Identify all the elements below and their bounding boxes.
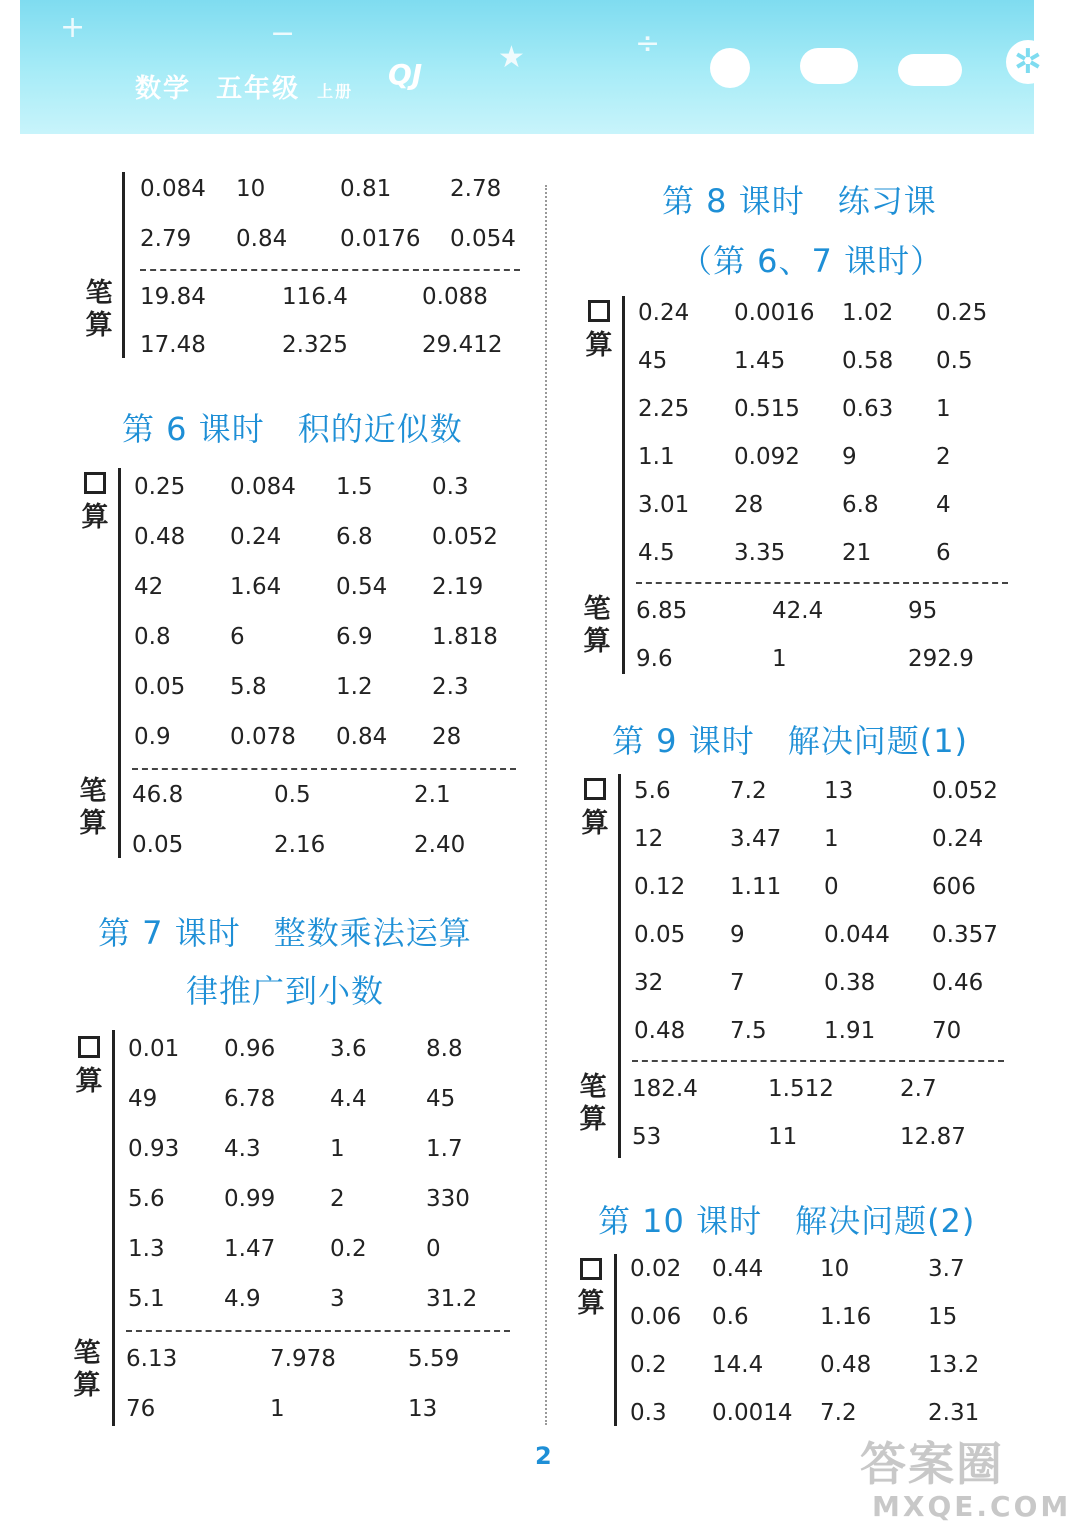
answer-value: 7 — [730, 970, 745, 996]
answer-value: 0.6 — [712, 1304, 749, 1330]
dashed-separator — [632, 1060, 1004, 1062]
answer-value: 1.1 — [638, 444, 675, 470]
oral-box-icon — [580, 1258, 602, 1280]
answer-value: 116.4 — [282, 284, 348, 310]
oral-row — [634, 826, 1004, 866]
answer-value: 5.6 — [128, 1186, 165, 1212]
answer-value: 14.4 — [712, 1352, 764, 1378]
oral-label: 算 — [576, 1256, 606, 1320]
oral-row — [634, 1018, 1004, 1058]
answer-value: 2 — [936, 444, 951, 470]
answer-value: 12.87 — [900, 1124, 966, 1150]
volume-label: 上册 — [317, 82, 354, 101]
answer-value: 3 — [330, 1286, 345, 1312]
answer-value: 2.79 — [140, 226, 192, 252]
bracket-line — [618, 774, 621, 1158]
answer-value: 5.1 — [128, 1286, 165, 1312]
answer-value: 8.8 — [426, 1036, 463, 1062]
answer-value: 606 — [932, 874, 976, 900]
oral-row — [134, 574, 514, 614]
answer-value: 0.3 — [630, 1400, 667, 1426]
answer-value: 0.052 — [432, 524, 498, 550]
oral-row — [634, 778, 1004, 818]
answer-value: 7.2 — [730, 778, 767, 804]
answer-value: 0.0014 — [712, 1400, 793, 1426]
divide-decoration-icon: ÷ — [635, 26, 661, 61]
answer-value: 2 — [330, 1186, 345, 1212]
bracket-line — [112, 1030, 115, 1426]
written-row — [132, 832, 512, 872]
answer-value: 1 — [824, 826, 839, 852]
answer-value: 0 — [426, 1236, 441, 1262]
answer-value: 13 — [408, 1396, 438, 1422]
answer-value: 1.64 — [230, 574, 282, 600]
answer-value: 292.9 — [908, 646, 974, 672]
answer-value: 0.8 — [134, 624, 171, 650]
answer-value: 6 — [936, 540, 951, 566]
answer-value: 0.12 — [634, 874, 686, 900]
answer-value: 12 — [634, 826, 664, 852]
answer-value: 21 — [842, 540, 872, 566]
answer-value: 1 — [772, 646, 787, 672]
oral-box-icon — [588, 300, 610, 322]
answer-value: 0.084 — [230, 474, 296, 500]
answer-value: 32 — [634, 970, 664, 996]
answer-value: 0.44 — [712, 1256, 764, 1282]
snowflake-icon: ✲ — [1006, 40, 1050, 84]
answer-value: 0.93 — [128, 1136, 180, 1162]
answer-value: 1.45 — [734, 348, 786, 374]
answer-value: 5.6 — [634, 778, 671, 804]
answer-value: 1.512 — [768, 1076, 834, 1102]
cloud-icon — [800, 48, 858, 84]
answer-value: 0.052 — [932, 778, 998, 804]
oral-label: 算 — [580, 776, 610, 840]
oral-row — [128, 1086, 508, 1126]
answer-value: 1.02 — [842, 300, 894, 326]
answer-value: 0.054 — [450, 226, 516, 252]
minus-decoration-icon: − — [270, 16, 296, 51]
answer-value: 0.01 — [128, 1036, 180, 1062]
answer-value: 0.84 — [236, 226, 288, 252]
answer-value: 19.84 — [140, 284, 206, 310]
answer-value: 2.19 — [432, 574, 484, 600]
star-decoration-icon: ★ — [498, 40, 525, 75]
written-row — [636, 646, 1006, 686]
oral-row — [638, 492, 1008, 532]
answer-value: 10 — [820, 1256, 850, 1282]
answer-value: 0.25 — [936, 300, 988, 326]
bracket-line — [122, 172, 125, 358]
answer-value: 0.05 — [134, 674, 186, 700]
answer-value: 42.4 — [772, 598, 824, 624]
written-label: 笔 算 — [85, 278, 113, 341]
oral-row — [638, 396, 1008, 436]
answer-value: 6 — [230, 624, 245, 650]
answer-value: 1 — [936, 396, 951, 422]
written-row — [126, 1396, 506, 1436]
bracket-line — [614, 1254, 617, 1426]
answer-value: 0.48 — [634, 1018, 686, 1044]
oral-row — [134, 674, 514, 714]
written-label: 笔 算 — [579, 1072, 607, 1135]
lesson-9-answers — [618, 774, 1008, 1158]
answer-value: 330 — [426, 1186, 470, 1212]
answer-value: 1 — [330, 1136, 345, 1162]
oral-row — [140, 226, 520, 266]
watermark-logo: 答案圈 — [860, 1437, 1004, 1491]
answer-value: 4 — [936, 492, 951, 518]
written-label: 笔 算 — [79, 776, 107, 839]
answer-value: 0.9 — [134, 724, 171, 750]
dashed-separator — [126, 1330, 510, 1332]
answer-value: 28 — [432, 724, 462, 750]
written-row — [132, 782, 512, 822]
answer-value: 0.54 — [336, 574, 388, 600]
lesson-7-title: 第 7 课时 整数乘法运算 — [98, 914, 472, 952]
answer-value: 95 — [908, 598, 938, 624]
answer-value: 0.078 — [230, 724, 296, 750]
answer-value: 0.25 — [134, 474, 186, 500]
answer-value: 2.3 — [432, 674, 469, 700]
answer-value: 9 — [842, 444, 857, 470]
answer-value: 182.4 — [632, 1076, 698, 1102]
oral-row — [140, 176, 520, 216]
answer-value: 2.7 — [900, 1076, 937, 1102]
answer-value: 0.24 — [230, 524, 282, 550]
answer-value: 0.357 — [932, 922, 998, 948]
answer-value: 0.2 — [630, 1352, 667, 1378]
answer-value: 0.5 — [274, 782, 311, 808]
answer-value: 11 — [768, 1124, 798, 1150]
answer-value: 17.48 — [140, 332, 206, 358]
lesson-10-answers — [614, 1254, 1008, 1426]
answer-value: 15 — [928, 1304, 958, 1330]
answer-value: 0.02 — [630, 1256, 682, 1282]
oral-row — [638, 444, 1008, 484]
answer-value: 3.01 — [638, 492, 690, 518]
answer-value: 0 — [824, 874, 839, 900]
answer-value: 1.91 — [824, 1018, 876, 1044]
oral-row — [630, 1352, 1004, 1392]
answer-value: 0.06 — [630, 1304, 682, 1330]
answer-value: 2.40 — [414, 832, 466, 858]
oral-row — [134, 474, 514, 514]
answer-value: 2.16 — [274, 832, 326, 858]
answer-value: 0.515 — [734, 396, 800, 422]
answer-value: 0.58 — [842, 348, 894, 374]
answer-value: 6.9 — [336, 624, 373, 650]
answer-value: 7.2 — [820, 1400, 857, 1426]
oral-row — [630, 1304, 1004, 1344]
answer-value: 0.38 — [824, 970, 876, 996]
answer-value: 46.8 — [132, 782, 184, 808]
answer-value: 1.16 — [820, 1304, 872, 1330]
lesson-8-subtitle: （第 6、7 课时） — [680, 242, 944, 280]
oral-row — [134, 624, 514, 664]
page-number: 2 — [535, 1442, 552, 1470]
answer-value: 2.78 — [450, 176, 502, 202]
oral-row — [128, 1236, 508, 1276]
oral-box-icon — [78, 1036, 100, 1058]
dashed-separator — [636, 582, 1008, 584]
answer-value: 7.978 — [270, 1346, 336, 1372]
grade-label: 五年级 — [216, 74, 301, 104]
written-row — [126, 1346, 506, 1386]
answer-value: 76 — [126, 1396, 156, 1422]
answer-value: 6.8 — [336, 524, 373, 550]
answer-value: 0.084 — [140, 176, 206, 202]
bracket-line — [622, 296, 625, 674]
dashed-separator — [132, 768, 516, 770]
answer-value: 3.47 — [730, 826, 782, 852]
lesson-7-title-line2: 律推广到小数 — [186, 972, 385, 1010]
written-label: 笔 算 — [583, 594, 611, 657]
answer-value: 4.4 — [330, 1086, 367, 1112]
answer-value: 4.5 — [638, 540, 675, 566]
answer-value: 0.24 — [638, 300, 690, 326]
answer-value: 0.96 — [224, 1036, 276, 1062]
answer-value: 0.2 — [330, 1236, 367, 1262]
oral-label: 算 — [74, 1034, 104, 1098]
oral-label: 算 — [584, 298, 614, 362]
written-label: 笔 算 — [73, 1338, 101, 1401]
oral-row — [630, 1256, 1004, 1296]
answer-value: 45 — [638, 348, 668, 374]
answer-value: 10 — [236, 176, 266, 202]
cloud-icon — [898, 54, 962, 86]
answer-value: 0.092 — [734, 444, 800, 470]
answer-value: 13 — [824, 778, 854, 804]
answer-value: 9.6 — [636, 646, 673, 672]
answer-value: 13.2 — [928, 1352, 980, 1378]
answer-value: 0.3 — [432, 474, 469, 500]
answer-value: 70 — [932, 1018, 962, 1044]
answer-value: 7.5 — [730, 1018, 767, 1044]
answer-value: 0.05 — [132, 832, 184, 858]
written-row — [632, 1124, 1002, 1164]
answer-value: 28 — [734, 492, 764, 518]
oral-row — [128, 1286, 508, 1326]
answer-value: 29.412 — [422, 332, 503, 358]
sun-icon — [710, 48, 750, 88]
oral-row — [634, 970, 1004, 1010]
oral-row — [128, 1186, 508, 1226]
answer-value: 1 — [270, 1396, 285, 1422]
answer-value: 3.35 — [734, 540, 786, 566]
answer-block-continued — [122, 172, 522, 358]
answer-value: 42 — [134, 574, 164, 600]
answer-value: 4.9 — [224, 1286, 261, 1312]
lesson-8-answers — [622, 296, 1012, 674]
answer-value: 0.0176 — [340, 226, 421, 252]
answer-value: 3.7 — [928, 1256, 965, 1282]
plus-decoration-icon: + — [60, 10, 86, 45]
answer-value: 31.2 — [426, 1286, 478, 1312]
oral-row — [634, 922, 1004, 962]
oral-row — [638, 348, 1008, 388]
answer-value: 49 — [128, 1086, 158, 1112]
oral-label: 算 — [80, 470, 110, 534]
oral-row — [134, 524, 514, 564]
answer-value: 0.24 — [932, 826, 984, 852]
answer-value: 6.78 — [224, 1086, 276, 1112]
lesson-6-title: 第 6 课时 积的近似数 — [122, 410, 463, 448]
lesson-7-answers — [112, 1030, 512, 1426]
answer-value: 4.3 — [224, 1136, 261, 1162]
answer-value: 1.7 — [426, 1136, 463, 1162]
answer-value: 1.11 — [730, 874, 782, 900]
answer-value: 5.8 — [230, 674, 267, 700]
answer-value: 0.48 — [134, 524, 186, 550]
answer-value: 6.85 — [636, 598, 688, 624]
oral-box-icon — [584, 778, 606, 800]
answer-value: 53 — [632, 1124, 662, 1150]
oral-row — [638, 300, 1008, 340]
written-row — [140, 332, 520, 372]
answer-value: 1.3 — [128, 1236, 165, 1262]
lesson-6-answers — [118, 468, 518, 858]
bracket-line — [118, 468, 121, 858]
answer-value: 45 — [426, 1086, 456, 1112]
answer-value: 2.25 — [638, 396, 690, 422]
dashed-separator — [140, 269, 520, 271]
answer-value: 0.81 — [340, 176, 392, 202]
answer-value: 5.59 — [408, 1346, 460, 1372]
header-banner — [20, 0, 1043, 134]
answer-value: 0.84 — [336, 724, 388, 750]
oral-row — [128, 1036, 508, 1076]
oral-row — [128, 1136, 508, 1176]
column-divider — [545, 185, 547, 1425]
subject-label: 数学 — [135, 74, 192, 104]
watermark-url: MXQE.COM — [872, 1490, 1071, 1523]
answer-value: 0.5 — [936, 348, 973, 374]
answer-value: 0.0016 — [734, 300, 815, 326]
answer-value: 1.5 — [336, 474, 373, 500]
answer-value: 9 — [730, 922, 745, 948]
answer-value: 3.6 — [330, 1036, 367, 1062]
answer-value: 0.48 — [820, 1352, 872, 1378]
answer-value: 2.31 — [928, 1400, 980, 1426]
answer-value: 2.325 — [282, 332, 348, 358]
oral-row — [634, 874, 1004, 914]
lesson-9-title: 第 9 课时 解决问题(1) — [612, 722, 969, 760]
answer-value: 1.47 — [224, 1236, 276, 1262]
book-title — [135, 68, 353, 105]
lesson-8-title: 第 8 课时 练习课 — [662, 182, 937, 220]
answer-value: 6.13 — [126, 1346, 178, 1372]
answer-value: 1.2 — [336, 674, 373, 700]
answer-value: 0.05 — [634, 922, 686, 948]
lesson-10-title: 第 10 课时 解决问题(2) — [598, 1202, 976, 1240]
answer-value: 0.63 — [842, 396, 894, 422]
oral-row — [134, 724, 514, 764]
answer-value: 0.46 — [932, 970, 984, 996]
written-row — [636, 598, 1006, 638]
written-row — [632, 1076, 1002, 1116]
answer-value: 6.8 — [842, 492, 879, 518]
answer-value: 1.818 — [432, 624, 498, 650]
answer-value: 2.1 — [414, 782, 451, 808]
series-logo: QJ — [388, 58, 423, 91]
written-row — [140, 284, 520, 324]
oral-row — [638, 540, 1008, 580]
answer-value: 0.044 — [824, 922, 890, 948]
answer-value: 0.99 — [224, 1186, 276, 1212]
oral-box-icon — [84, 472, 106, 494]
answer-value: 0.088 — [422, 284, 488, 310]
